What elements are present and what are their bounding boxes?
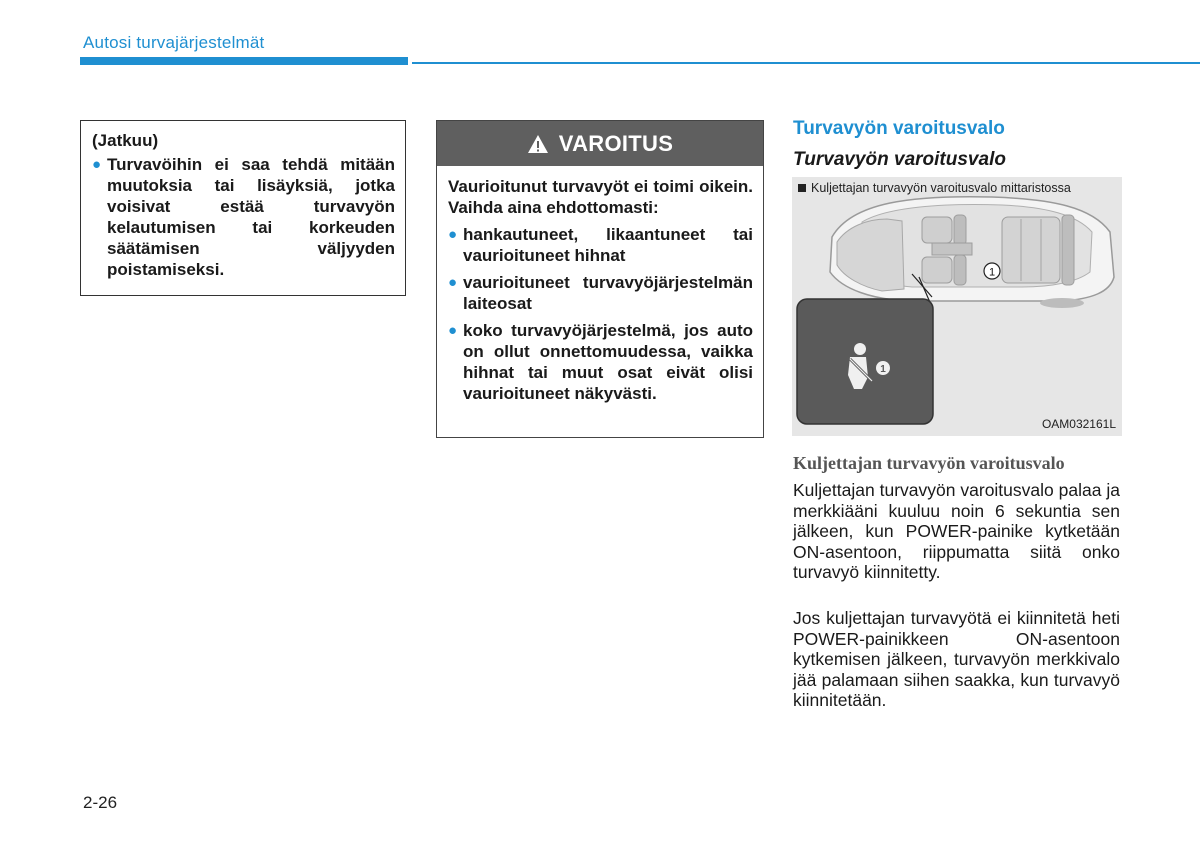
- warning-bullet-text: koko turvavyöjärjestelmä, jos auto on ollut onnettomuudessa, vaikka hihnat tai muut osat eivät olisi vaurioituneet näkyvästi.: [463, 321, 753, 403]
- header-accent-bar: [80, 57, 408, 65]
- warning-header: [437, 121, 763, 166]
- seatbelt-warning-figure: [792, 177, 1122, 436]
- body-paragraph: Jos kuljettajan turvavyötä ei kiinnitetä heti POWER-painikkeen ON-asentoon kytkemisen jälkeen, turvavyön merkkivalo jää palamaan siihen saakka, kun turvavyö kiinnitetään.: [793, 608, 1120, 711]
- warning-intro: Vaurioitunut turvavyöt ei toimi oikein. Vaihda aina ehdottomasti:: [448, 177, 753, 217]
- note-bullet-text: Turvavöihin ei saa tehdä mitään muutoksia tai lisäyksiä, jotka voisivat estää turvavyön kelautumisen tai korkeuden säätämisen väljyyden poistamiseksi.: [107, 155, 395, 279]
- subsection-heading: Kuljettajan turvavyön varoitusvalo: [793, 453, 1065, 473]
- list-item: [448, 224, 753, 266]
- bullet-icon: ●: [448, 322, 458, 339]
- header-rule: [412, 62, 1200, 64]
- warning-bullet-text: hankautuneet, likaantuneet tai vaurioituneet hihnat: [463, 225, 753, 265]
- car-interior-illustration: [792, 177, 1122, 436]
- bullet-icon: ●: [92, 156, 102, 173]
- warning-bullet-text: vaurioituneet turvavyöjärjestelmän laiteosat: [463, 273, 753, 313]
- list-item: [448, 320, 753, 404]
- page-number: 2-26: [83, 793, 118, 812]
- continued-note-box: [80, 120, 406, 296]
- section-header-title: Autosi turvajärjestelmät: [83, 33, 265, 52]
- svg-text:1: 1: [880, 364, 886, 375]
- callout-number: 1: [988, 266, 996, 279]
- bullet-icon: ●: [448, 274, 458, 291]
- section-title: Turvavyön varoitusvalo: [793, 118, 1005, 139]
- section-subtitle: Turvavyön varoitusvalo: [793, 149, 1006, 170]
- list-item: [92, 154, 395, 280]
- warning-triangle-icon: [527, 134, 549, 154]
- warning-box: [436, 120, 764, 438]
- warning-title: VAROITUS: [558, 130, 674, 156]
- bullet-icon: ●: [448, 226, 458, 243]
- body-paragraph: Kuljettajan turvavyön varoitusvalo palaa ja merkkiääni kuuluu noin 6 sekuntia sen jälkeen, kun POWER-painike kytketään ON-asentoon, riippumatta siitä onko turvavyö kiinnitetty.: [793, 480, 1120, 583]
- list-item: [448, 272, 753, 314]
- figure-caption-text: Kuljettajan turvavyön varoitusvalo mittaristossa: [811, 181, 1071, 195]
- figure-code: OAM032161L: [1041, 417, 1116, 431]
- note-heading: (Jatkuu): [92, 131, 159, 150]
